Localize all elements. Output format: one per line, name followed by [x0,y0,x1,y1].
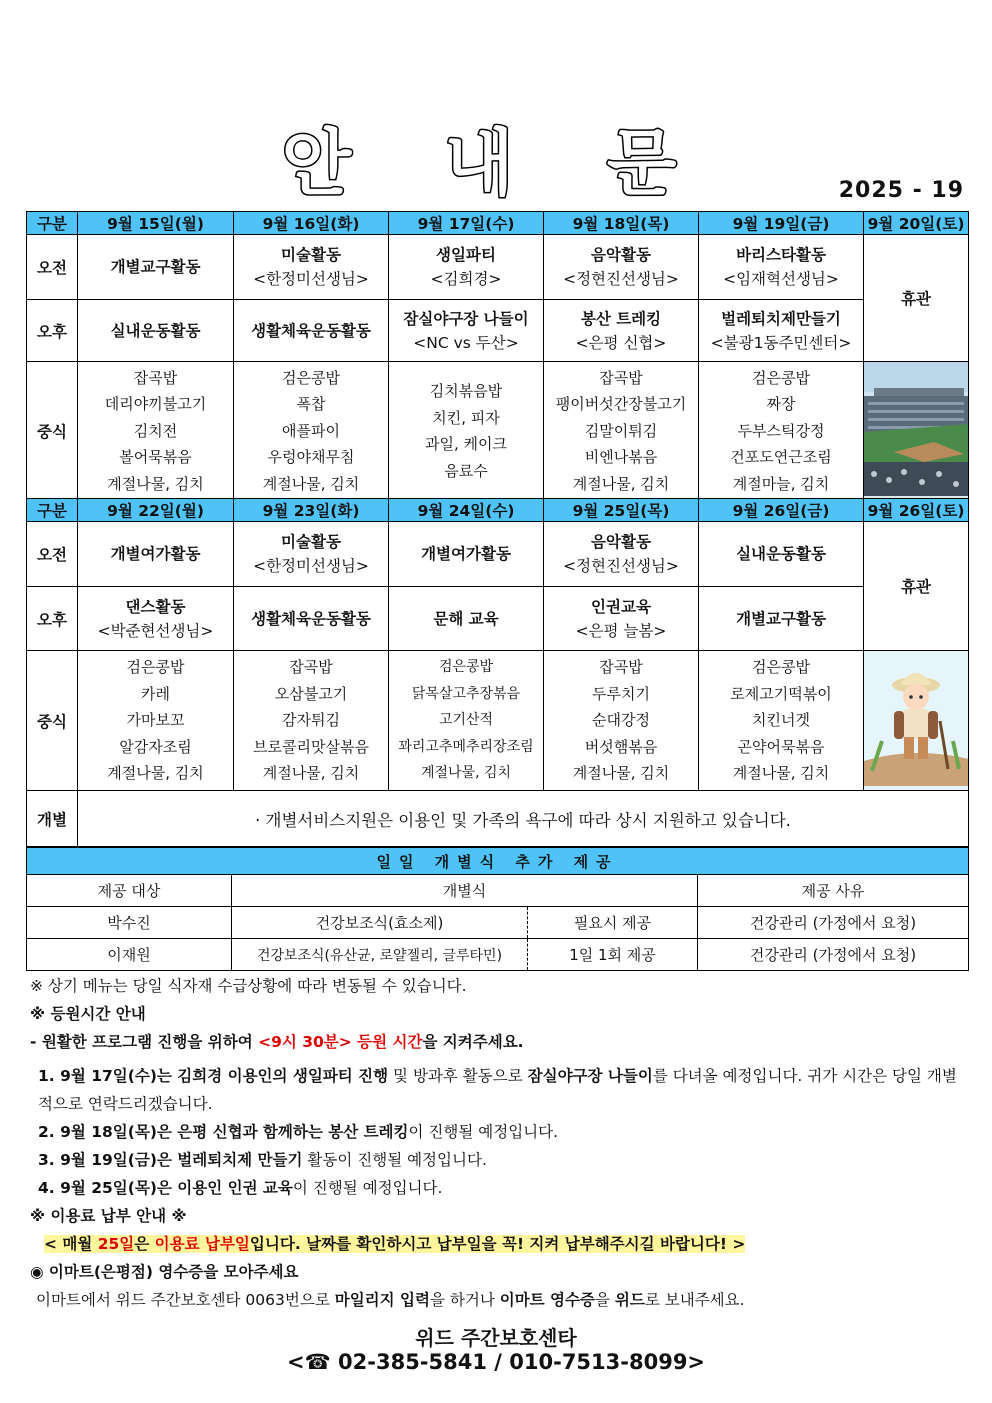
activity-cell: 개별교구활동 [78,235,234,300]
notice-item-3: 3. 9월 19일(금)은 벌레퇴치제 만들기 활동이 진행될 예정입니다. [38,1151,487,1169]
week1-lunch-row [27,362,969,501]
diet-title-row [27,848,969,875]
lunch-menu-cell: 검은콩밥 로제고기떡볶이 치킨너겟 곤약어묵볶음 계절나물, 김치 [699,651,864,791]
header-cell: 구분 [27,499,78,522]
diet-header-row [27,875,969,907]
week1-schedule-table [26,211,969,501]
row-label: 오전 [27,235,78,300]
activity-cell: 미술활동 <한정미선생님> [234,522,389,587]
activity-cell: 생활체육운동활동 [234,300,389,362]
activity-cell: 벌레퇴치제만들기 <불광1동주민센터> [699,300,864,362]
table-row [27,939,969,971]
fee-title: ※ 이용료 납부 안내 ※ [30,1207,187,1225]
footer-phone: <☎ 02-385-5841 / 010-7513-8099> [286,1350,706,1374]
emart-title: ◉ 이마트(은평점) 영수증을 모아주세요 [30,1263,299,1281]
activity-cell: 생일파티 <김희경> [389,235,544,300]
activity-cell: 문해 교육 [389,587,544,651]
individual-service-text: · 개별서비스지원은 이용인 및 가족의 욕구에 따라 상시 지원하고 있습니다. [78,791,969,847]
row-label: 중식 [27,651,78,791]
header-cell: 9월 20일(토) [864,212,969,235]
lunch-menu-cell: 검은콩밥 카레 가마보꼬 알감자조림 계절나물, 김치 [78,651,234,791]
activity-cell: 개별교구활동 [699,587,864,651]
notice-item-1: 1. 9월 17일(수)는 김희경 이용인의 생일파티 진행 및 방과후 활동으로 잠실야구장 나들이를 다녀올 예정입니다. 귀가 시간은 당일 개별적으로 연락드리겠습니다. [38,1067,957,1113]
header-cell: 9월 17일(수) [389,212,544,235]
individual-diet-table [26,847,969,971]
header-cell: 9월 15일(월) [78,212,234,235]
activity-cell: 개별여가활동 [78,522,234,587]
lunch-menu-cell: 잡곡밥 데리야끼불고기 김치전 볼어묵볶음 계절나물, 김치 [78,362,234,501]
row-label: 오전 [27,522,78,587]
header-cell: 9월 23일(화) [234,499,389,522]
row-label: 개별 [27,791,78,847]
diet-title: 일일 개별식 추가 제공 [27,848,969,875]
lunch-menu-cell: 김치볶음밥 치킨, 피자 과일, 케이크 음료수 [389,362,544,501]
week2-pm-row [27,587,969,651]
header-cell: 9월 24일(수) [389,499,544,522]
table-row [27,907,969,939]
week1-am-row [27,235,969,300]
header-cell: 구분 [27,212,78,235]
diet-col-header: 제공 사유 [698,875,969,907]
diet-cell: 이재원 [27,939,232,971]
diet-cell: 필요시 제공 [528,907,698,939]
diet-cell: 건강보조식(효소제) [232,907,528,939]
activity-cell: 실내운동활동 [699,522,864,587]
notice-item-4: 4. 9월 25일(목)은 이용인 인권 교육이 진행될 예정입니다. [38,1179,443,1197]
header-cell: 9월 26일(금) [699,499,864,522]
closed-cell: 휴관 [864,522,969,651]
lunch-menu-cell: 검은콩밥 닭목살고추장볶음 고기산적 꽈리고추메추리장조림 계절나물, 김치 [389,651,544,791]
header-cell: 9월 25일(목) [544,499,699,522]
lunch-menu-cell: 검은콩밥 폭찹 애플파이 우렁야채무침 계절나물, 김치 [234,362,389,501]
header-cell: 9월 16일(화) [234,212,389,235]
diet-cell: 1일 1회 제공 [528,939,698,971]
menu-note: ※ 상기 메뉴는 당일 식자재 수급상황에 따라 변동될 수 있습니다. [30,977,467,995]
activity-cell: 바리스타활동 <임재혁선생님> [699,235,864,300]
notice-item-2: 2. 9월 18일(목)은 은평 신협과 함께하는 봉산 트레킹이 진행될 예정입니다. [38,1123,559,1141]
emart-note: 이마트에서 위드 주간보호센타 0063번으로 마일리지 입력을 하거나 이마트 영수증을 위드로 보내주세요. [36,1291,745,1309]
row-label: 중식 [27,362,78,501]
hiker-illustration [864,651,969,791]
activity-cell: 음악활동 <정현진선생님> [544,235,699,300]
issue-number: 2025 - 19 [838,178,964,203]
closed-cell: 휴관 [864,235,969,362]
diet-col-header: 제공 대상 [27,875,232,907]
lunch-menu-cell: 잡곡밥 오삼불고기 감자튀김 브로콜리맛살볶음 계절나물, 김치 [234,651,389,791]
row-label: 오후 [27,300,78,362]
lunch-menu-cell: 검은콩밥 짜장 두부스틱강정 건포도연근조림 계절마늘, 김치 [699,362,864,501]
stadium-photo [864,362,969,501]
week1-pm-row [27,300,969,362]
arrival-note: - 원활한 프로그램 진행을 위하여 <9시 30분> 등원 시간을 지켜주세요. [30,1033,524,1051]
activity-cell: 미술활동 <한정미선생님> [234,235,389,300]
activity-cell: 인권교육 <은평 늘봄> [544,587,699,651]
diet-cell: 박수진 [27,907,232,939]
header-cell: 9월 26일(토) [864,499,969,522]
week2-schedule-table [26,498,969,847]
diet-cell: 건강관리 (가정에서 요청) [698,939,969,971]
activity-cell: 댄스활동 <박준현선생님> [78,587,234,651]
individual-service-row [27,791,969,847]
footer-center-name: 위드 주간보호센타 [415,1326,577,1350]
lunch-menu-cell: 잡곡밥 팽이버섯간장불고기 김말이튀김 비엔나볶음 계절나물, 김치 [544,362,699,501]
notes-section [30,972,970,1314]
week2-lunch-row [27,651,969,791]
week2-am-row [27,522,969,587]
fee-note: < 매월 25일은 이용료 납부일입니다. 날짜를 확인하시고 납부일을 꼭! 지켜 납부해주시길 바랍니다! > [44,1235,746,1253]
activity-cell: 개별여가활동 [389,522,544,587]
activity-cell: 생활체육운동활동 [234,587,389,651]
activity-cell: 잠실야구장 나들이 <NC vs 두산> [389,300,544,362]
activity-cell: 봉산 트레킹 <은평 신협> [544,300,699,362]
diet-cell: 건강보조식(유산균, 로얄젤리, 글루타민) [232,939,528,971]
lunch-menu-cell: 잡곡밥 두루치기 순대강정 버섯햄볶음 계절나물, 김치 [544,651,699,791]
activity-cell: 음악활동 <정현진선생님> [544,522,699,587]
header-cell: 9월 22일(월) [78,499,234,522]
diet-cell: 건강관리 (가정에서 요청) [698,907,969,939]
row-label: 오후 [27,587,78,651]
arrival-title: ※ 등원시간 안내 [30,1005,146,1023]
activity-cell: 실내운동활동 [78,300,234,362]
week2-header-row [27,499,969,522]
header-cell: 9월 18일(목) [544,212,699,235]
diet-col-header: 개별식 [232,875,698,907]
page-title: 안 내 문 [281,121,711,205]
week1-header-row [27,212,969,235]
header-cell: 9월 19일(금) [699,212,864,235]
